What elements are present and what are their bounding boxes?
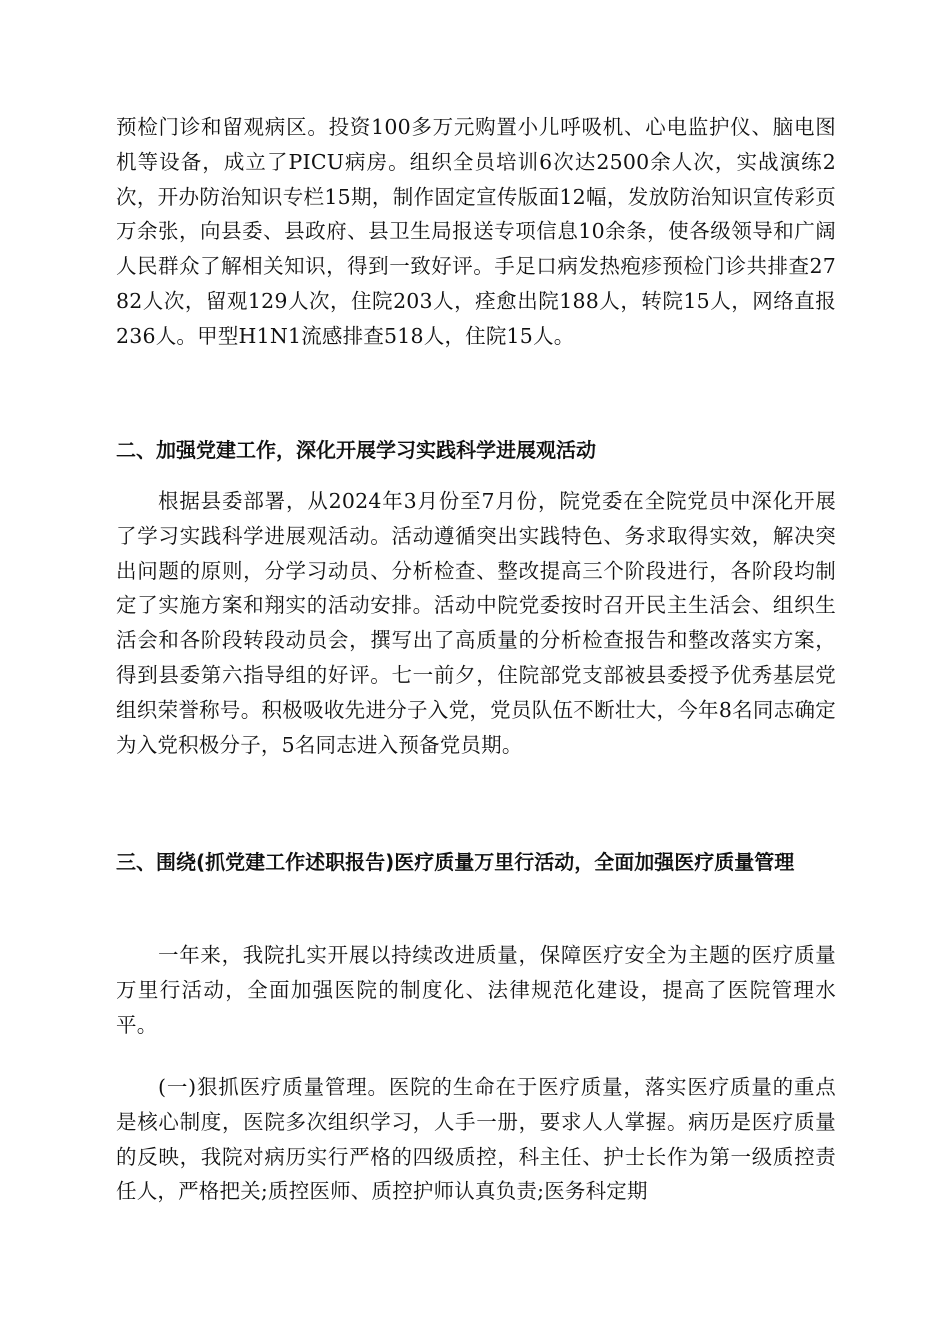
section-heading-2: 二、加强党建工作，深化开展学习实践科学进展观活动 xyxy=(116,438,596,462)
paragraph-2: 根据县委部署，从2024年3月份至7月份，院党委在全院党员中深化开展了学习实践科学进展观活动。活动遵循突出实践特色、务求取得实效，解决突出问题的原则，分学习动员、分析检查、整改提高三个阶段进行，各阶段均制定了实施方案和翔实的活动安排。活动中院党委按时召开民主生活会、组织生活会和各阶段转段动员会，撰写出了高质量的分析检查报告和整改落实方案，得到县委第六指导组的好评。七一前夕，住院部党支部被县委授予优秀基层党组织荣誉称号。积极吸收先进分子入党，党员队伍不断壮大，今年8名同志确定为入党积极分子，5名同志进入预备党员期。 xyxy=(116,489,836,757)
section-heading-3: 三、围绕(抓党建工作述职报告)医疗质量万里行活动，全面加强医疗质量管理 xyxy=(116,850,795,874)
paragraph-3: 一年来，我院扎实开展以持续改进质量，保障医疗安全为主题的医疗质量万里行活动，全面加强医院的制度化、法律规范化建设，提高了医院管理水平。 xyxy=(116,943,836,1037)
paragraph-4: (一)狠抓医疗质量管理。医院的生命在于医疗质量，落实医疗质量的重点是核心制度，医院多次组织学习，人手一册，要求人人掌握。病历是医疗质量的反映，我院对病历实行严格的四级质控，科主任、护士长作为第一级质控责任人，严格把关;质控医师、质控护师认真负责;医务科定期 xyxy=(116,1075,836,1204)
paragraph-1: 预检门诊和留观病区。投资100多万元购置小儿呼吸机、心电监护仪、脑电图机等设备，成立了PICU病房。组织全员培训6次达2500余人次，实战演练2次，开办防治知识专栏15期，制作固定宣传版面12幅，发放防治知识宣传彩页万余张，向县委、县政府、县卫生局报送专项信息10余条，使各级领导和广阔人民群众了解相关知识，得到一致好评。手足口病发热疱疹预检门诊共排查2782人次，留观129人次，住院203人，痊愈出院188人，转院15人，网络直报236人。甲型H1N1流感排查518人，住院15人。 xyxy=(116,115,836,348)
